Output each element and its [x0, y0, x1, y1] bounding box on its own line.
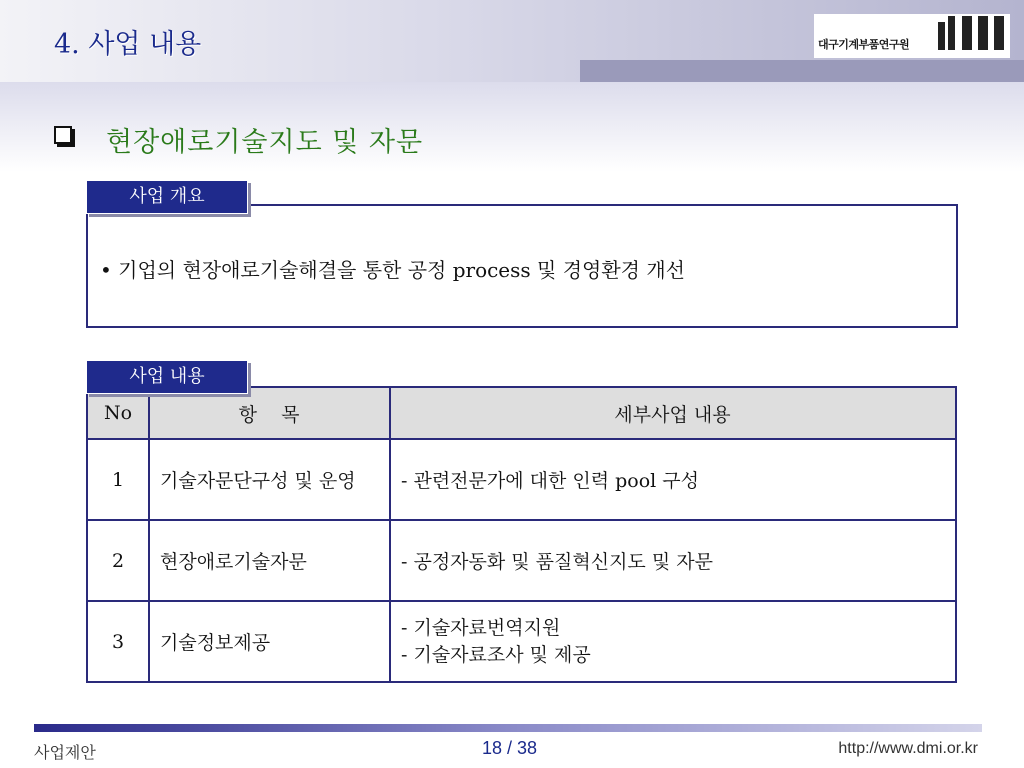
- header-no: No: [87, 387, 149, 439]
- footer-bar: [34, 724, 982, 732]
- content-table: [86, 386, 957, 683]
- logo-text: 대구기계부품연구원: [818, 38, 910, 51]
- row-detail: - 기술자료번역지원 - 기술자료조사 및 제공: [390, 601, 956, 682]
- section-title: 현장애로기술지도 및 자문: [106, 127, 424, 158]
- page-number: 18 / 38: [482, 738, 538, 758]
- row-detail: - 관련전문가에 대한 인력 pool 구성: [390, 439, 956, 520]
- header-stripe: [580, 60, 1024, 82]
- footer-url: http://www.dmi.or.kr: [838, 740, 978, 757]
- header-item: 항 목: [149, 387, 390, 439]
- row-no: 1: [87, 439, 149, 520]
- row-detail: - 공정자동화 및 품질혁신지도 및 자문: [390, 520, 956, 601]
- table-row: [87, 601, 956, 682]
- slide-title: 4. 사업 내용: [54, 29, 202, 60]
- row-item: 현장애로기술자문: [149, 520, 390, 601]
- table-row: [87, 520, 956, 601]
- checkbox-bullet-icon: [54, 126, 72, 144]
- footer-label: 사업제안: [34, 745, 96, 762]
- row-no: 3: [87, 601, 149, 682]
- row-no: 2: [87, 520, 149, 601]
- header-detail: 세부사업 내용: [390, 387, 956, 439]
- table-header-row: [87, 387, 956, 439]
- overview-tag: 사업 개요: [86, 180, 248, 214]
- overview-box: [86, 204, 958, 328]
- logo: [814, 14, 1010, 58]
- overview-bullet: • 기업의 현장애로기술해결을 통한 공정 process 및 경영환경 개선: [100, 258, 685, 282]
- row-item: 기술정보제공: [149, 601, 390, 682]
- table-row: [87, 439, 956, 520]
- row-item: 기술자문단구성 및 운영: [149, 439, 390, 520]
- content-tag: 사업 내용: [86, 360, 248, 394]
